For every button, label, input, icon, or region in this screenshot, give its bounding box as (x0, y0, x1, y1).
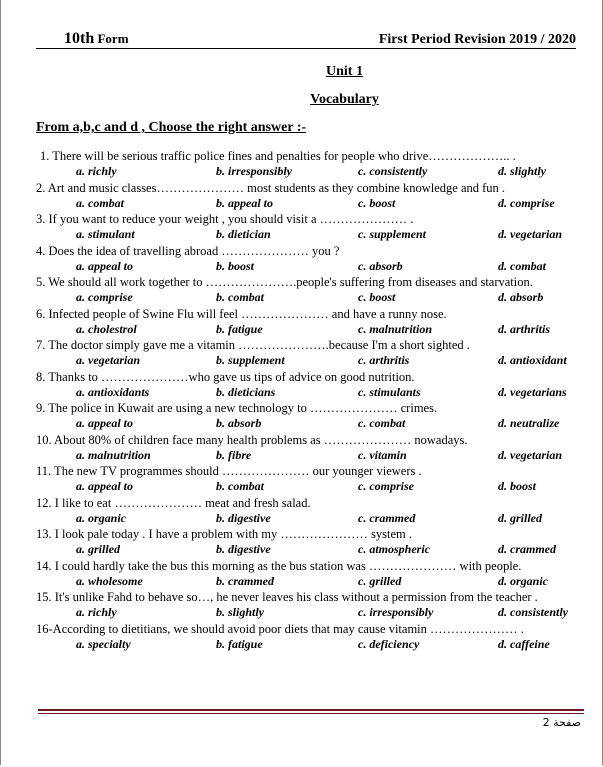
option-c: c. vitamin (358, 447, 407, 462)
option-d: d. comprise (498, 195, 555, 210)
question-stem: 2. Art and music classes………………… most students as they combine knowledge and fun . (36, 180, 506, 195)
option-a: a. specialty (76, 636, 131, 651)
option-c: c. irresponsibly (358, 605, 434, 619)
option-c: c. consistently (358, 164, 428, 178)
option-a: a. combat (76, 195, 124, 210)
option-c: c. combat (358, 416, 406, 430)
option-c: c. crammed (358, 510, 416, 525)
question-item (0, 400, 603, 432)
option-c: c. supplement (358, 227, 426, 241)
question-stem: 16-According to dietitians, we should avoid poor diets that may cause vitamin ………………… . (36, 621, 524, 636)
option-a: a. cholestrol (76, 321, 137, 336)
footer-rule-thin (38, 713, 584, 714)
option-b: b. digestive (216, 510, 271, 525)
question-stem: 10. About 80% of children face many health problems as ………………… nowadays. (36, 432, 468, 447)
question-item (0, 621, 603, 653)
question-stem: 3. If you want to reduce your weight , you should visit a ………………… . (36, 212, 414, 226)
option-a: a. appeal to (76, 416, 133, 430)
option-d: d. antioxidant (498, 353, 567, 367)
option-c: c. deficiency (358, 636, 420, 651)
question-item (0, 274, 603, 306)
question-stem: 14. I could hardly take the bus this morning as the bus station was ………………… with people. (36, 558, 522, 573)
option-b: b. fatigue (216, 321, 263, 336)
option-d: d. caffeine (498, 636, 550, 651)
question-item (0, 180, 603, 212)
form-number: 10th (64, 30, 95, 47)
question-stem: 8. Thanks to …………………who gave us tips of advice on good nutrition. (36, 369, 415, 384)
option-a: a. organic (76, 510, 127, 525)
question-item (0, 432, 603, 464)
question-item (0, 495, 603, 527)
form-label (64, 30, 129, 48)
option-c: c. stimulants (358, 384, 421, 399)
question-item (0, 558, 603, 590)
revision-label: First Period Revision 2019 / 2020 (378, 32, 576, 47)
option-d: d. boost (498, 479, 537, 493)
question-stem: 4. Does the idea of travelling abroad ………………… you ? (36, 243, 340, 258)
option-d: d. grilled (498, 510, 542, 525)
option-d: d. crammed (498, 542, 556, 556)
option-b: b. dietician (216, 227, 271, 241)
option-b: b. crammed (216, 573, 274, 588)
option-d: d. absorb (498, 290, 544, 304)
option-b: b. supplement (216, 353, 285, 367)
option-b: b. dieticians (216, 384, 276, 399)
option-c: c. boost (358, 195, 396, 210)
question-stem: 1. There will be serious traffic police fines and penalties for people who drive……………….. . (40, 149, 516, 163)
option-b: b. combat (216, 479, 264, 493)
option-a: a. comprise (76, 290, 133, 304)
option-a: a. stimulant (76, 227, 135, 241)
option-a: a. malnutrition (76, 447, 151, 462)
question-item (0, 589, 603, 621)
option-a: a. wholesome (76, 573, 143, 588)
option-b: b. irresponsibly (216, 164, 293, 178)
option-c: c. comprise (358, 479, 414, 493)
question-item (0, 337, 603, 369)
question-stem: 12. I like to eat ………………… meat and fresh salad. (36, 495, 311, 510)
option-b: b. appeal to (216, 195, 273, 210)
option-c: c. malnutrition (358, 321, 433, 336)
option-d: d. arthritis (498, 321, 551, 336)
question-item (0, 148, 603, 180)
question-stem: 9. The police in Kuwait are using a new technology to ………………… crimes. (36, 401, 438, 415)
option-d: d. slightly (498, 164, 547, 178)
question-list (0, 148, 603, 652)
option-b: b. digestive (216, 542, 271, 556)
option-a: a. antioxidants (76, 384, 150, 399)
option-b: b. boost (216, 258, 255, 273)
page-header (36, 30, 576, 49)
option-c: c. grilled (358, 573, 402, 588)
option-a: a. appeal to (76, 479, 133, 493)
question-item (0, 463, 603, 495)
option-b: b. fibre (216, 447, 252, 462)
option-b: b. combat (216, 290, 264, 304)
section-title: Vocabulary (310, 92, 379, 107)
unit-title: Unit 1 (326, 64, 363, 79)
option-d: d. vegetarian (498, 227, 562, 241)
question-stem: 7. The doctor simply gave me a vitamin ………………….because I'm a short sighted . (36, 338, 470, 352)
option-d: d. vegetarian (498, 447, 562, 462)
question-stem: 13. I look pale today . I have a problem with my ………………… system . (36, 527, 412, 541)
option-c: c. arthritis (358, 353, 410, 367)
option-a: a. richly (76, 605, 117, 619)
option-a: a. richly (76, 164, 117, 178)
question-stem: 11. The new TV programmes should ………………… our younger viewers . (36, 464, 422, 478)
page-number: 2 صفحة (542, 716, 581, 729)
option-d: d. vegetarians (498, 384, 567, 399)
footer-rule (38, 709, 584, 711)
instructions: From a,b,c and d , Choose the right answer :- (36, 120, 307, 135)
form-word: Form (94, 31, 129, 46)
question-item (0, 526, 603, 558)
question-item (0, 369, 603, 401)
question-item (0, 243, 603, 275)
option-d: d. consistently (498, 605, 569, 619)
option-d: d. combat (498, 258, 546, 273)
question-stem: 6. Infected people of Swine Flu will feel ………………… and have a runny nose. (36, 306, 447, 321)
option-a: a. appeal to (76, 258, 133, 273)
option-b: b. slightly (216, 605, 265, 619)
question-stem: 15. It's unlike Fahd to behave so…, he never leaves his class without a permission from the teacher . (36, 590, 538, 604)
option-c: c. boost (358, 290, 396, 304)
option-c: c. atmospheric (358, 542, 430, 556)
option-a: a. vegetarian (76, 353, 140, 367)
option-c: c. absorb (358, 258, 403, 273)
option-d: d. neutralize (498, 416, 560, 430)
option-b: b. fatigue (216, 636, 263, 651)
option-b: b. absorb (216, 416, 262, 430)
option-d: d. organic (498, 573, 549, 588)
question-item (0, 211, 603, 243)
option-a: a. grilled (76, 542, 120, 556)
question-stem: 5. We should all work together to ………………….people's suffering from diseases and starvation. (36, 275, 533, 289)
question-item (0, 306, 603, 338)
